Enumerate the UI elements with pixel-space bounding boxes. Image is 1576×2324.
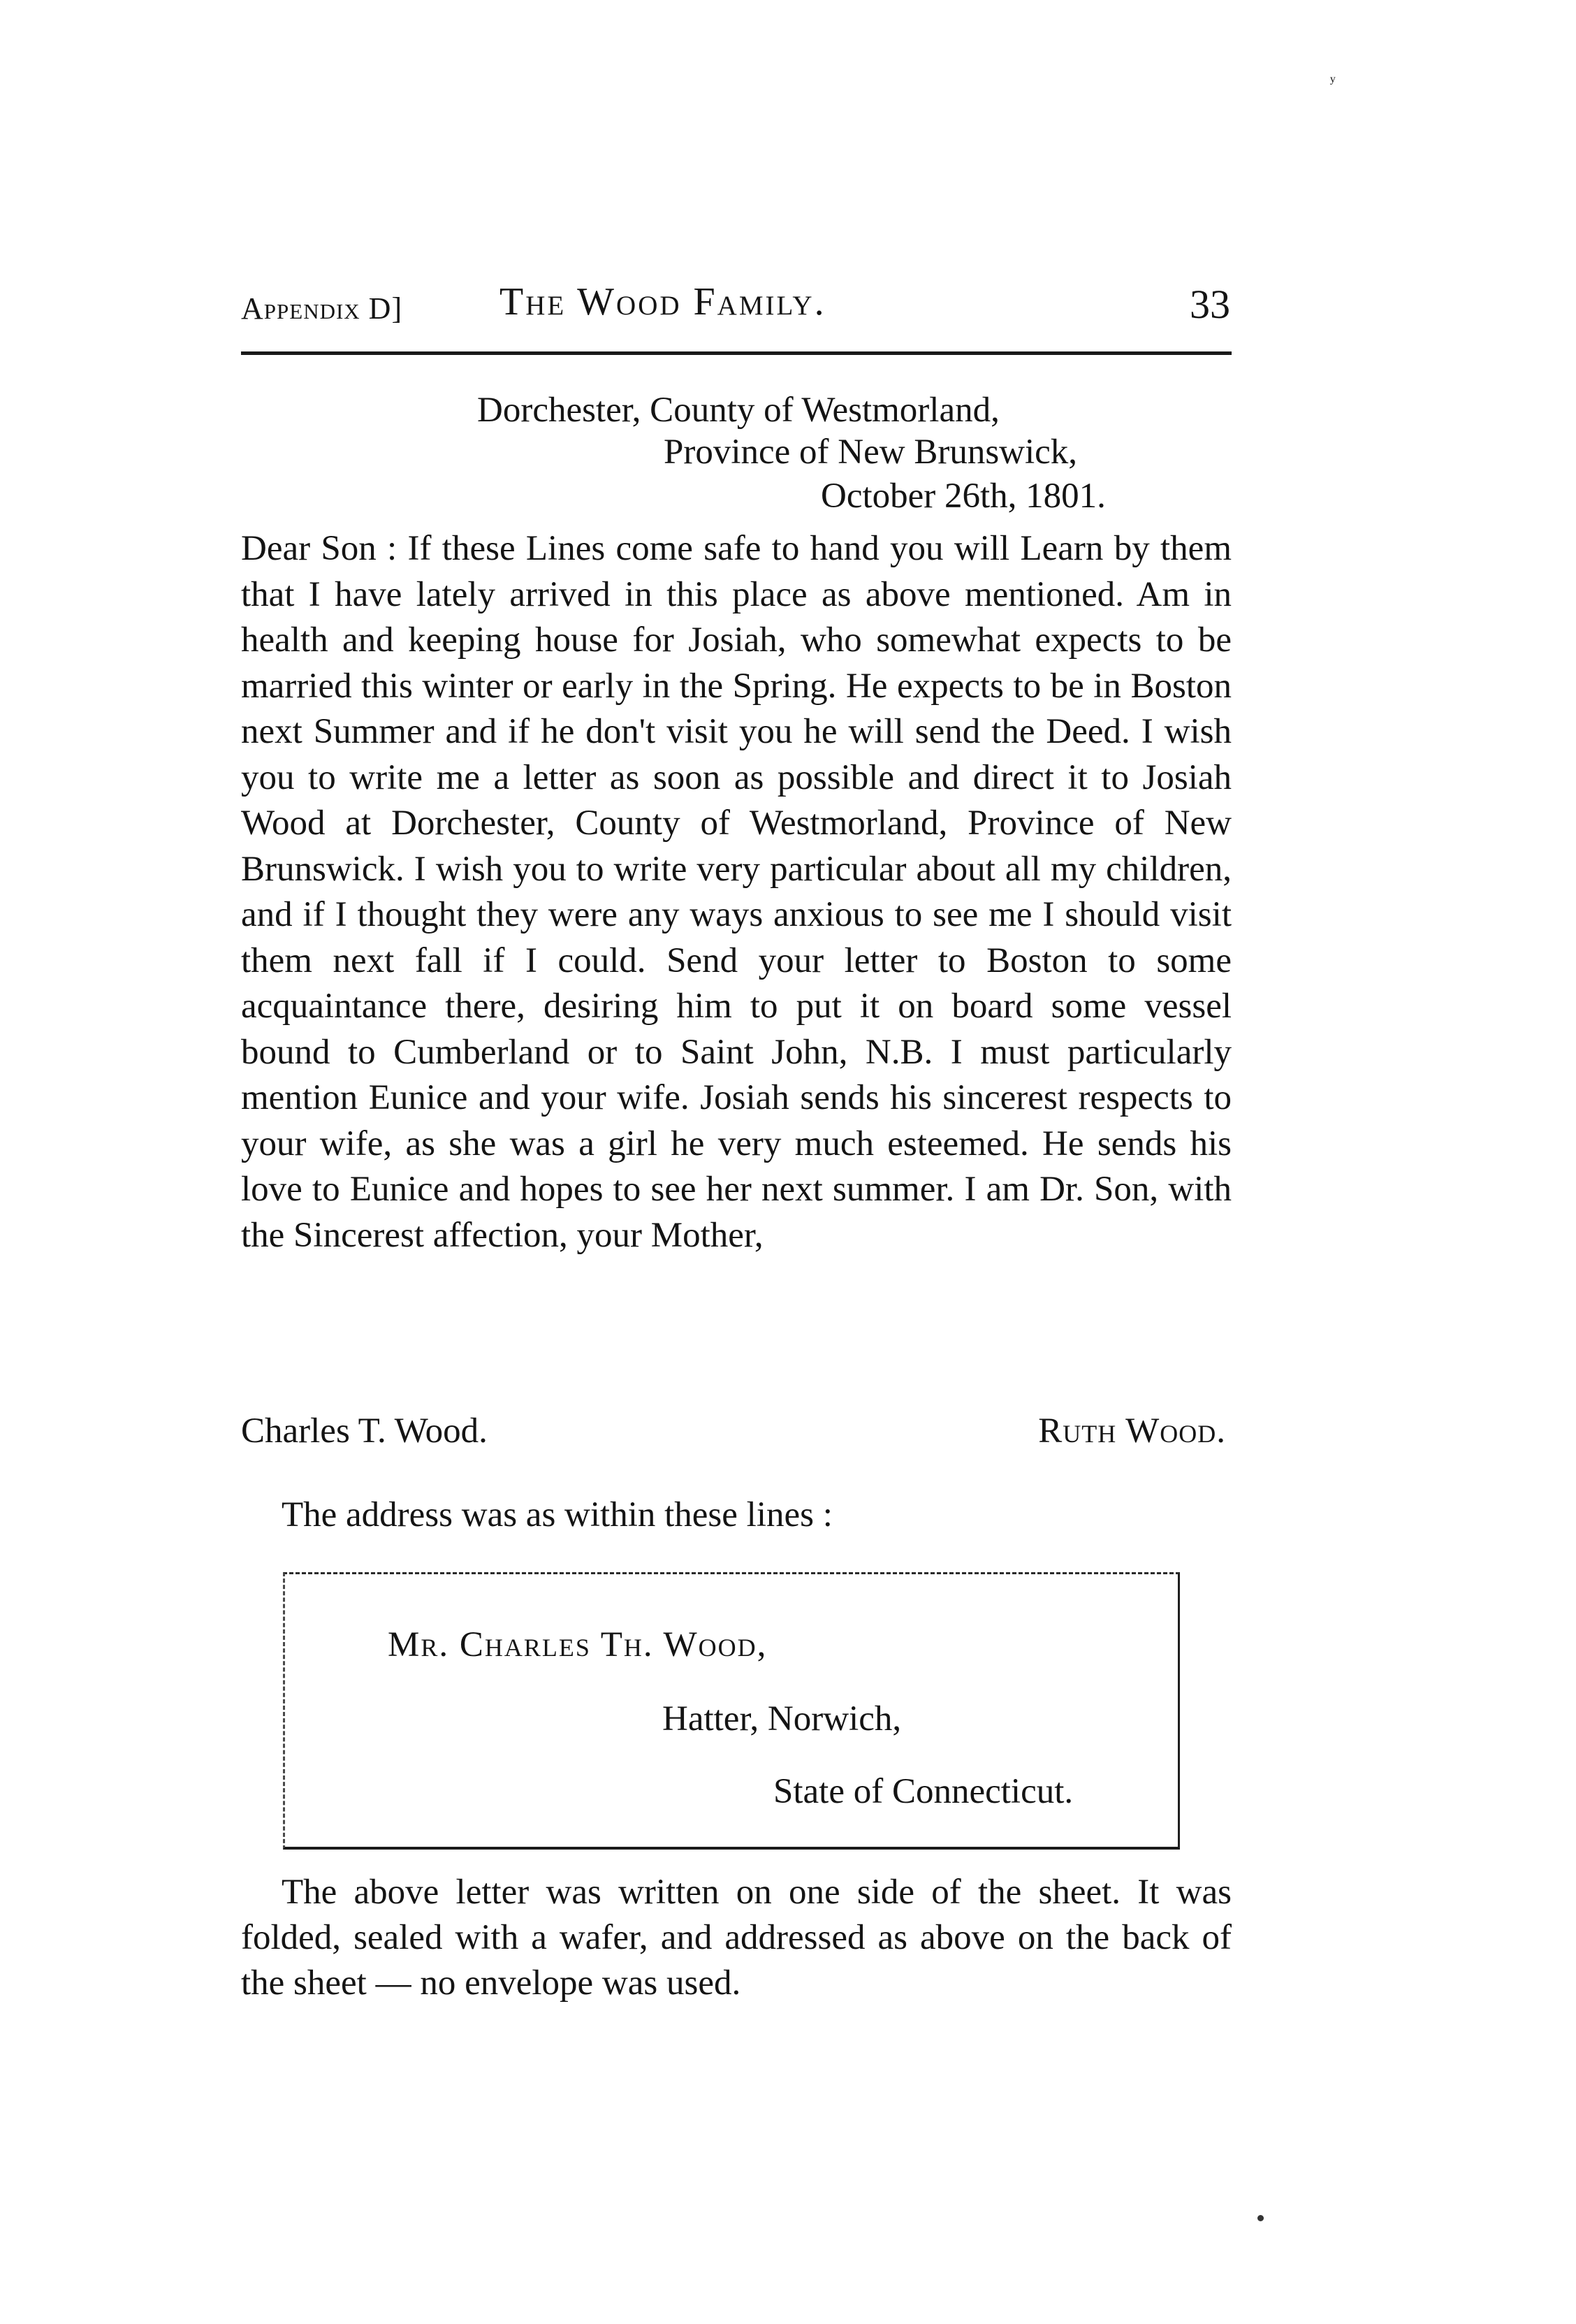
address-town: Hatter, Norwich, bbox=[662, 1699, 902, 1738]
letter-body: Dear Son : If these Lines come safe to hand you will Learn by them that I have lately arrived in this place as above mentioned. Am in health and keeping house for Josiah, who somewhat expects to be married this winter or early in the Spring. He expects to be in Boston next Summer and if he don't visit you he will send the Deed. I wish you to write me a letter as soon as possible and direct it to Josiah Wood at Dorchester, County of Westmorland, Province of New Brunswick. I wish you to write very particular about all my children, and if I thought they were any ways anxious to see me I should visit them next fall if I could. Send your letter to Boston to some acquaintance there, desiring him to put it on board some vessel bound to Cumberland or to Saint John, N.B. I must particularly mention Eunice and your wife. Josiah sends his sincerest respects to your wife, as she was a girl he very much esteemed. He sends his love to Eunice and hopes to see her next summer. I am Dr. Son, with the Sincerest affection, your Mother, bbox=[241, 529, 1232, 1255]
header-rule bbox=[241, 351, 1232, 355]
signature-mother: Ruth Wood. bbox=[1038, 1411, 1226, 1451]
closing-paragraph: The above letter was written on one side of the sheet. It was folded, sealed with a wafer, and addressed as above on the back of the sheet — no envelope was used. bbox=[241, 1873, 1232, 2003]
address-state: State of Connecticut. bbox=[773, 1772, 1074, 1811]
dateline-place: Dorchester, County of Westmorland, bbox=[477, 391, 1000, 430]
header-appendix-label: Appendix D] bbox=[241, 291, 403, 326]
address-recipient: Mr. Charles Th. Wood, bbox=[388, 1625, 768, 1664]
corner-mark: ʸ bbox=[1330, 71, 1336, 92]
running-header bbox=[241, 279, 1232, 335]
signature-son: Charles T. Wood. bbox=[241, 1411, 488, 1451]
dateline-date: October 26th, 1801. bbox=[821, 477, 1106, 516]
page-number: 33 bbox=[1190, 282, 1230, 327]
address-intro: The address was as within these lines : bbox=[282, 1495, 833, 1534]
signature-row bbox=[241, 1407, 1226, 1455]
dateline-province: Province of New Brunswick, bbox=[664, 433, 1078, 472]
header-title: The Wood Family. bbox=[499, 280, 826, 324]
printer-dot bbox=[1257, 2215, 1264, 2221]
